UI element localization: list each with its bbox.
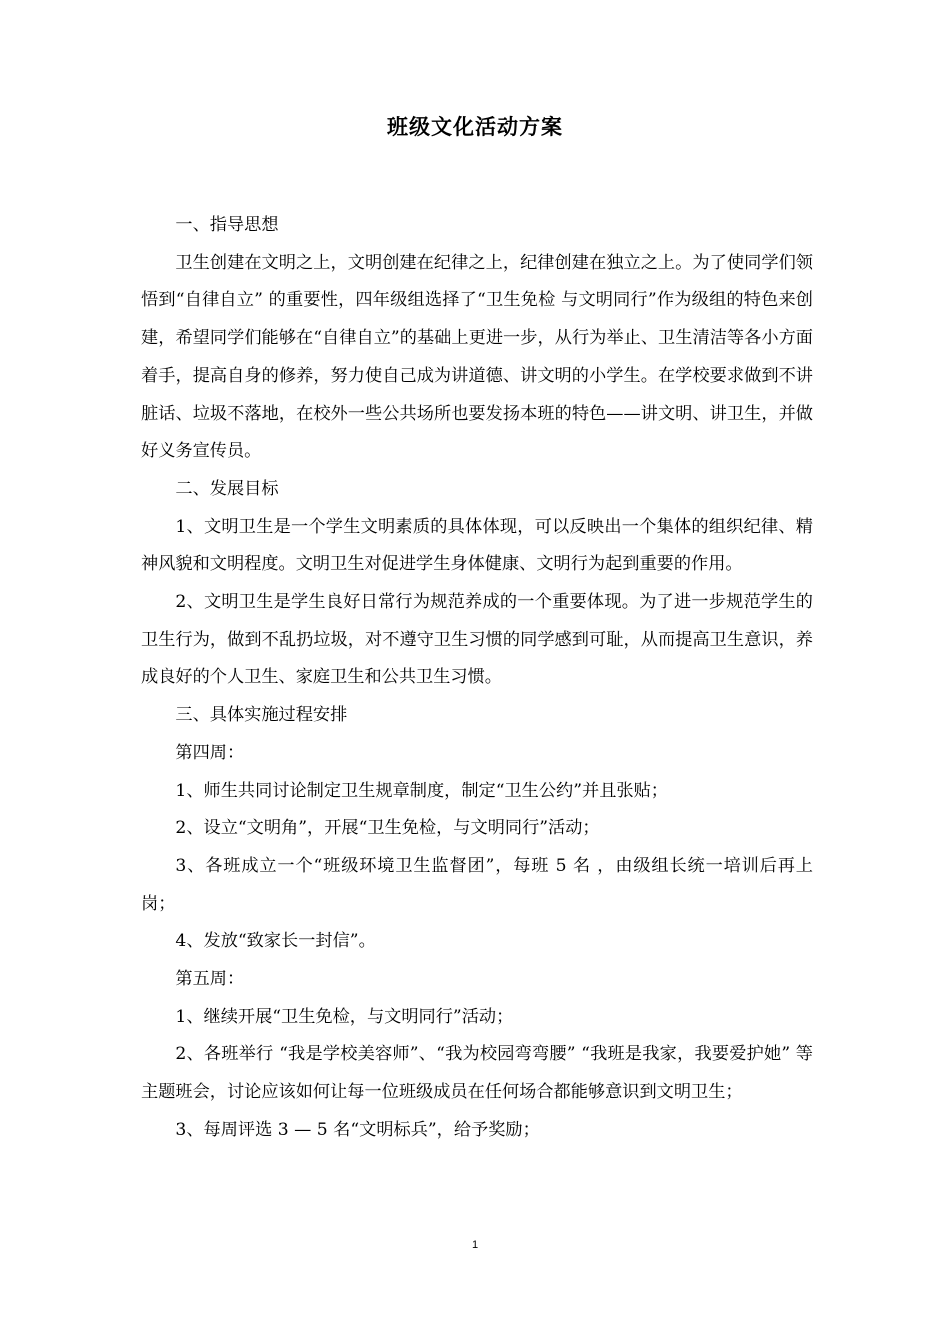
paragraph-guiding-ideology: 卫生创建在文明之上，文明创建在纪律之上，纪律创建在独立之上。为了使同学们领悟到“自律自立” 的重要性，四年级组选择了“卫生免检 与文明同行”作为级组的特色来创建，希望同学们能够在“自律自立”的基础上更进一步，从行为举止、卫生清洁等各小方面着手，提高自身的修养，努力使自己成为讲道德、讲文明的小学生。在学校要求做到不讲脏话、垃圾不落地，在校外一些公共场所也要发扬本班的特色——讲文明、讲卫生，并做好义务宣传员。 xyxy=(141,252,813,462)
paragraph-goal-2: 2、文明卫生是学生良好日常行为规范养成的一个重要体现。为了进一步规范学生的卫生行为，做到不乱扔垃圾，对不遵守卫生习惯的同学感到可耻，从而提高卫生意识，养成良好的个人卫生、家庭卫生和公共卫生习惯。 xyxy=(141,592,813,688)
list-item: 3、各班成立一个“班级环境卫生监督团”，每班 5 名 ，由级组长统一培训后再上岗； xyxy=(141,855,813,914)
list-item: 4、发放“致家长一封信”。 xyxy=(175,931,376,952)
list-item: 1、师生共同讨论制定卫生规章制度，制定“卫生公约”并且张贴； xyxy=(175,780,668,801)
document-title: 班级文化活动方案 xyxy=(387,114,563,139)
heading-implementation: 三、具体实施过程安排 xyxy=(175,705,348,726)
paragraph-goal-1: 1、文明卫生是一个学生文明素质的具体体现，可以反映出一个集体的组织纪律、精神风貌和文明程度。文明卫生对促进学生身体健康、文明行为起到重要的作用。 xyxy=(141,516,813,575)
list-item: 3、每周评选 3 — 5 名“文明标兵”，给予奖励； xyxy=(175,1119,540,1140)
heading-guiding-ideology: 一、指导思想 xyxy=(175,215,279,235)
heading-development-goals: 二、发展目标 xyxy=(175,478,279,499)
list-item: 2、设立“文明角”，开展“卫生免检，与文明同行”活动； xyxy=(175,818,600,839)
document-body xyxy=(141,207,813,1150)
page-number: 1 xyxy=(471,1239,479,1251)
list-item: 2、各班举行 “我是学校美容师”、“我为校园弯弯腰” “我班是我家，我要爱护她” 等主题班会，讨论应该如何让每一位班级成员在任何场合都能够意识到文明卫生； xyxy=(141,1044,813,1103)
heading-week-five: 第五周： xyxy=(175,969,245,990)
heading-week-four: 第四周： xyxy=(175,742,245,763)
list-item: 1、继续开展“卫生免检，与文明同行”活动； xyxy=(175,1006,514,1027)
